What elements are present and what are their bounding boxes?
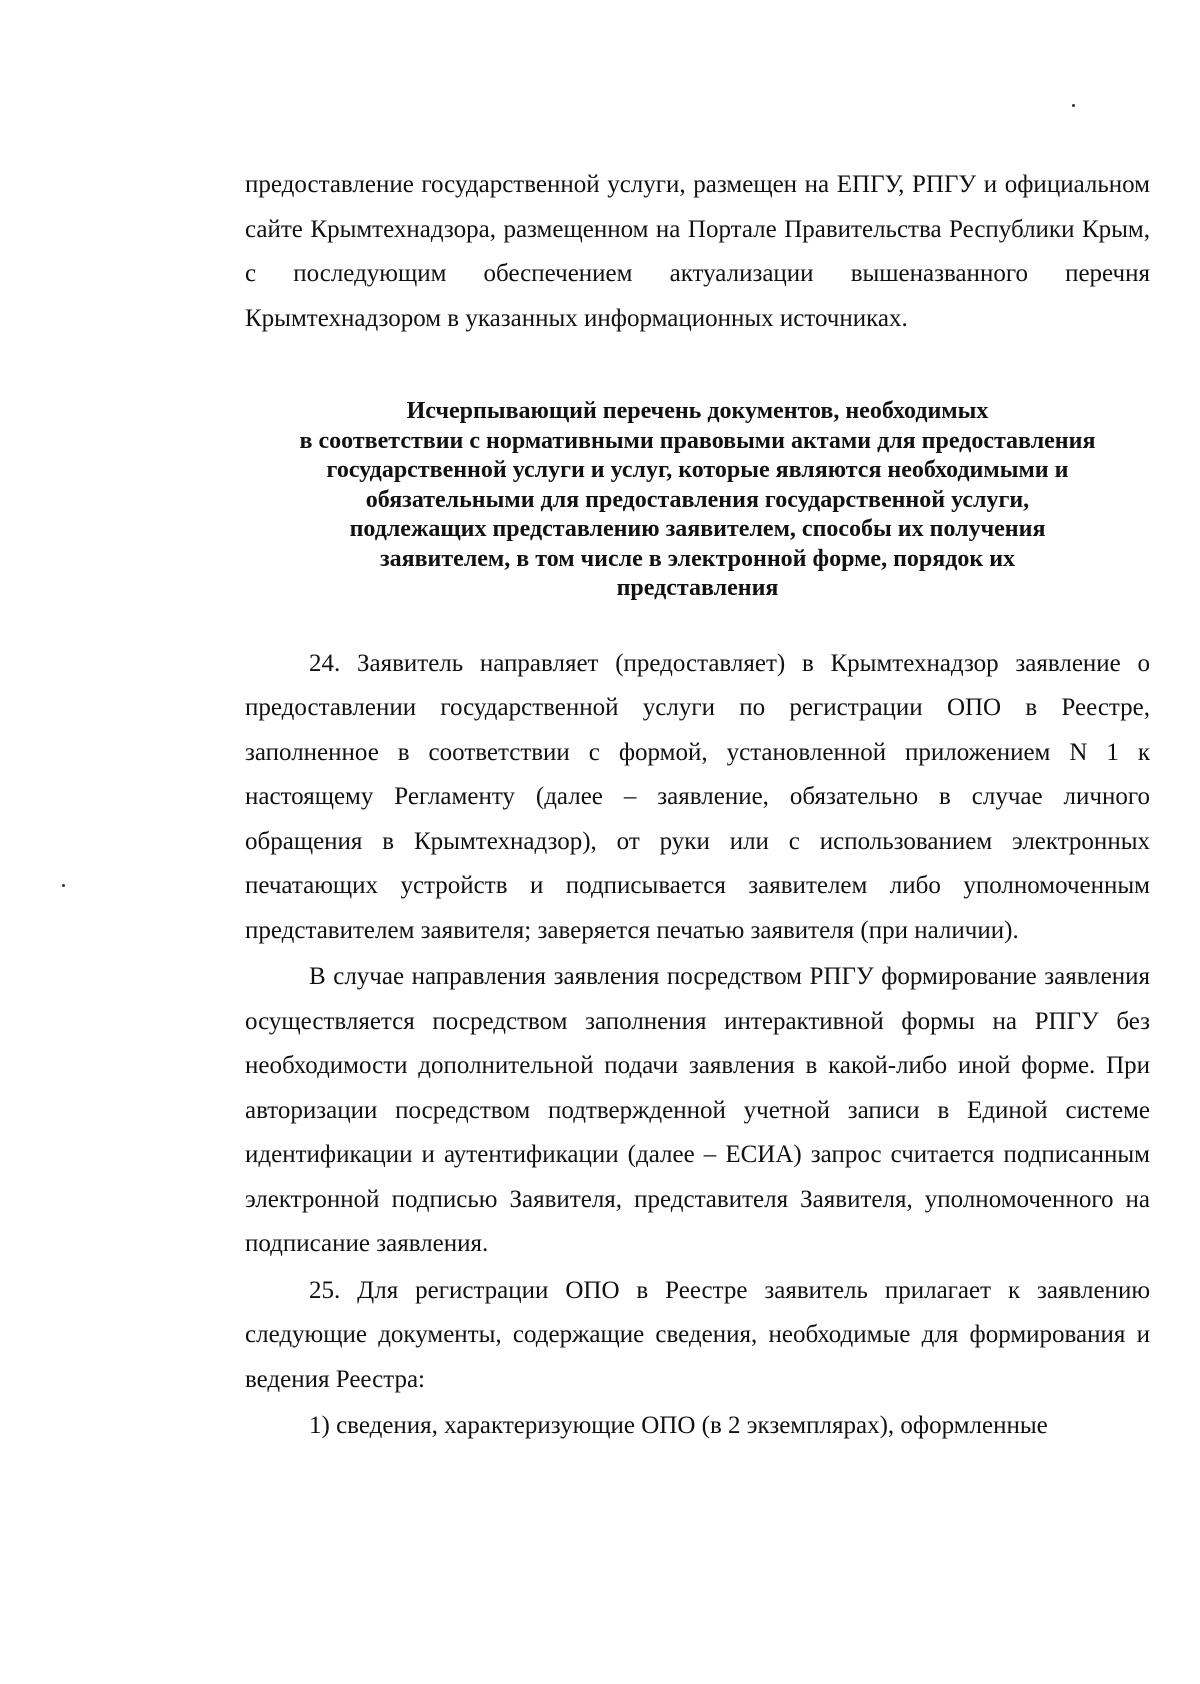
heading-line: обязательными для предоставления государственной услуги, <box>365 486 1030 513</box>
section-heading <box>245 397 1150 604</box>
paragraph-rpgu: В случае направления заявления посредством РПГУ формирование заявления осуществляется посредством заполнения интерактивной формы на РПГУ без необходимости дополнительной подачи заявления в какой-либо иной форме. При авторизации посредством подтвержденной учетной записи в Единой системе идентификации и аутентификации (далее – ЕСИА) запрос считается подписанным электронной подписью Заявителя, представителя Заявителя, уполномоченного на подписание заявления. <box>245 963 1150 1257</box>
scan-speck <box>62 884 65 887</box>
paragraph-24: 24. Заявитель направляет (предоставляет) в Крымтехнадзор заявление о предоставлении государственной услуги по регистрации ОПО в Реестре, заполненное в соответствии с формой, установленной приложением N 1 к настоящему Регламенту (далее – заявление, обязательно в случае личного обращения в Крымтехнадзор), от руки или с использованием электронных печатающих устройств и подписывается заявителем либо уполномоченным представителем заявителя; заверяется печатью заявителя (при наличии). <box>245 649 1150 944</box>
heading-line: заявителем, в том числе в электронной форме, порядок их <box>379 545 1016 572</box>
list-item-1: 1) сведения, характеризующие ОПО (в 2 экземплярах), оформленные <box>309 1412 1048 1439</box>
paragraph-25: 25. Для регистрации ОПО в Реестре заявитель прилагает к заявлению следующие документы, содержащие сведения, необходимые для формирования и ведения Реестра: <box>245 1276 1150 1393</box>
heading-line: представления <box>616 575 779 601</box>
heading-line: подлежащих представлению заявителем, способы их получения <box>349 516 1046 542</box>
heading-line: государственной услуги и услуг, которые являются необходимыми и <box>326 457 1069 483</box>
heading-line: в соответствии с нормативными правовыми актами для предоставления <box>299 427 1096 454</box>
intro-paragraph: предоставление государственной услуги, размещен на ЕПГУ, РПГУ и официальном сайте Крымтехнадзора, размещенном на Портале Правительства Республики Крым, с последующим обеспечением актуализации вышеназванного перечня Крымтехнадзором в указанных информационных источниках. <box>245 171 1150 332</box>
document-body <box>245 163 1150 1449</box>
heading-line: Исчерпывающий перечень документов, необходимых <box>406 398 989 424</box>
scan-speck <box>1072 104 1075 107</box>
